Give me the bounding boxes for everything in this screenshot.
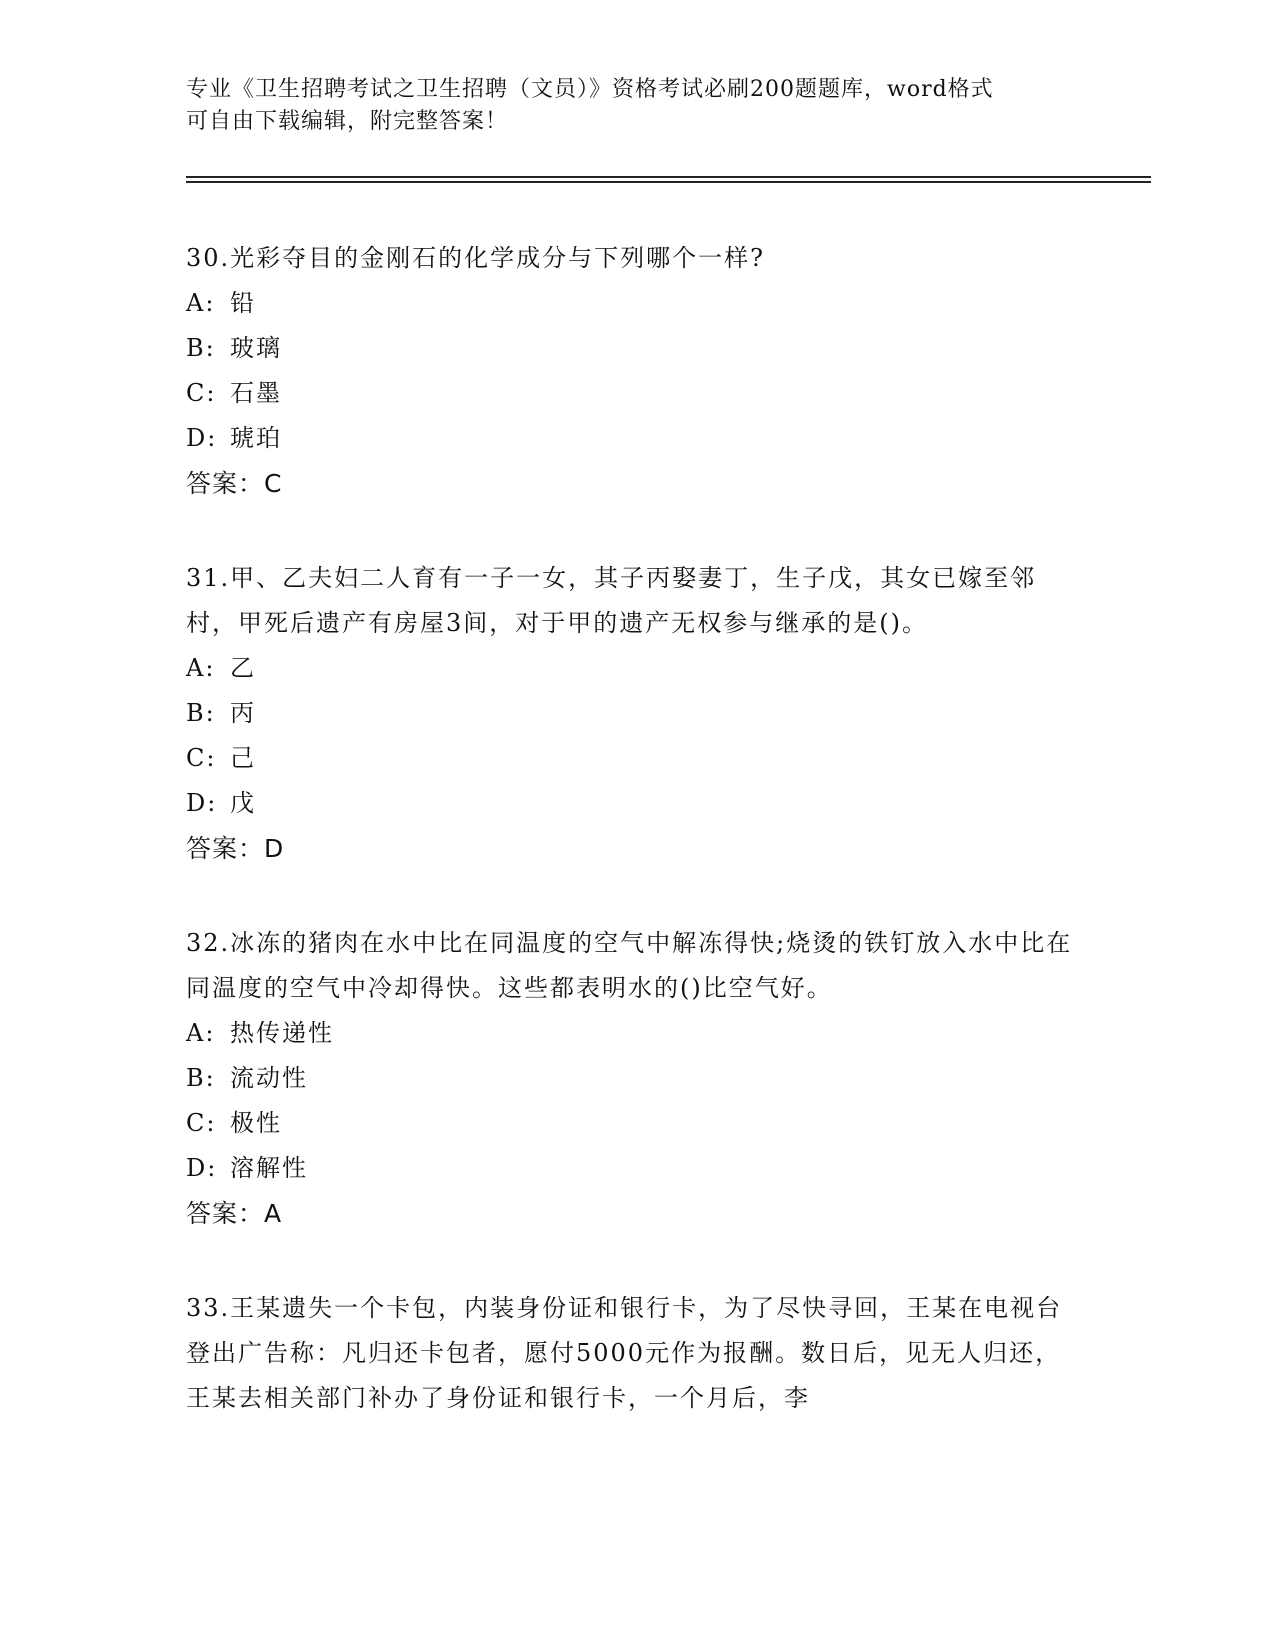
option-a (186, 1011, 1086, 1056)
option-c (186, 1101, 1086, 1146)
question-text: 30.光彩夺目的金刚石的化学成分与下列哪个一样? (186, 244, 766, 272)
option-key: D: (186, 424, 218, 452)
option-b (186, 1056, 1086, 1101)
option-b (186, 691, 1086, 736)
question-text: 33.王某遗失一个卡包，内装身份证和银行卡，为了尽快寻回，王某在电视台登出广告称：凡归还卡包者，愿付5000元作为报酬。数日后，见无人归还，王某去相关部门补办了身份证和银行卡，一个月后，李 (186, 1294, 1063, 1412)
header-divider-top (186, 176, 1151, 178)
option-text: 流动性 (230, 1064, 308, 1092)
answer-line: 答案：D (186, 834, 285, 863)
option-text: 石墨 (230, 379, 282, 407)
question-list (186, 236, 1086, 1471)
option-key: B: (186, 699, 216, 727)
option-text: 己 (230, 744, 256, 772)
option-d (186, 416, 1086, 461)
document-header (186, 74, 1066, 138)
option-a (186, 281, 1086, 326)
option-c (186, 736, 1086, 781)
option-text: 戊 (230, 789, 256, 817)
option-key: B: (186, 334, 216, 362)
question-33 (186, 1286, 1086, 1421)
question-32 (186, 921, 1086, 1236)
option-text: 玻璃 (230, 334, 282, 362)
question-31 (186, 556, 1086, 871)
option-key: D: (186, 1154, 218, 1182)
header-line-2: 可自由下载编辑，附完整答案！ (186, 109, 509, 134)
option-text: 极性 (230, 1109, 282, 1137)
question-30 (186, 236, 1086, 506)
option-key: C: (186, 379, 217, 407)
header-divider-bottom (186, 181, 1151, 183)
answer-line: 答案：A (186, 1199, 283, 1228)
question-text: 32.冰冻的猪肉在水中比在同温度的空气中解冻得快;烧烫的铁钉放入水中比在同温度的空气中冷却得快。这些都表明水的()比空气好。 (186, 929, 1073, 1002)
option-key: C: (186, 1109, 217, 1137)
option-key: D: (186, 789, 218, 817)
option-key: A: (186, 1019, 216, 1047)
question-text: 31.甲、乙夫妇二人育有一子一女，其子丙娶妻丁，生子戊，其女已嫁至邻村，甲死后遗产有房屋3间，对于甲的遗产无权参与继承的是()。 (186, 564, 1037, 637)
option-text: 乙 (230, 654, 256, 682)
option-text: 溶解性 (230, 1154, 308, 1182)
option-key: B: (186, 1064, 216, 1092)
option-text: 琥珀 (230, 424, 282, 452)
answer-line: 答案：C (186, 469, 283, 498)
option-d (186, 781, 1086, 826)
option-text: 铅 (230, 289, 256, 317)
header-line-1: 专业《卫生招聘考试之卫生招聘（文员）》资格考试必刷200题题库，word格式 (186, 77, 994, 102)
option-text: 丙 (230, 699, 256, 727)
option-key: A: (186, 654, 216, 682)
option-b (186, 326, 1086, 371)
option-key: A: (186, 289, 216, 317)
option-d (186, 1146, 1086, 1191)
option-text: 热传递性 (230, 1019, 334, 1047)
option-c (186, 371, 1086, 416)
option-a (186, 646, 1086, 691)
option-key: C: (186, 744, 217, 772)
